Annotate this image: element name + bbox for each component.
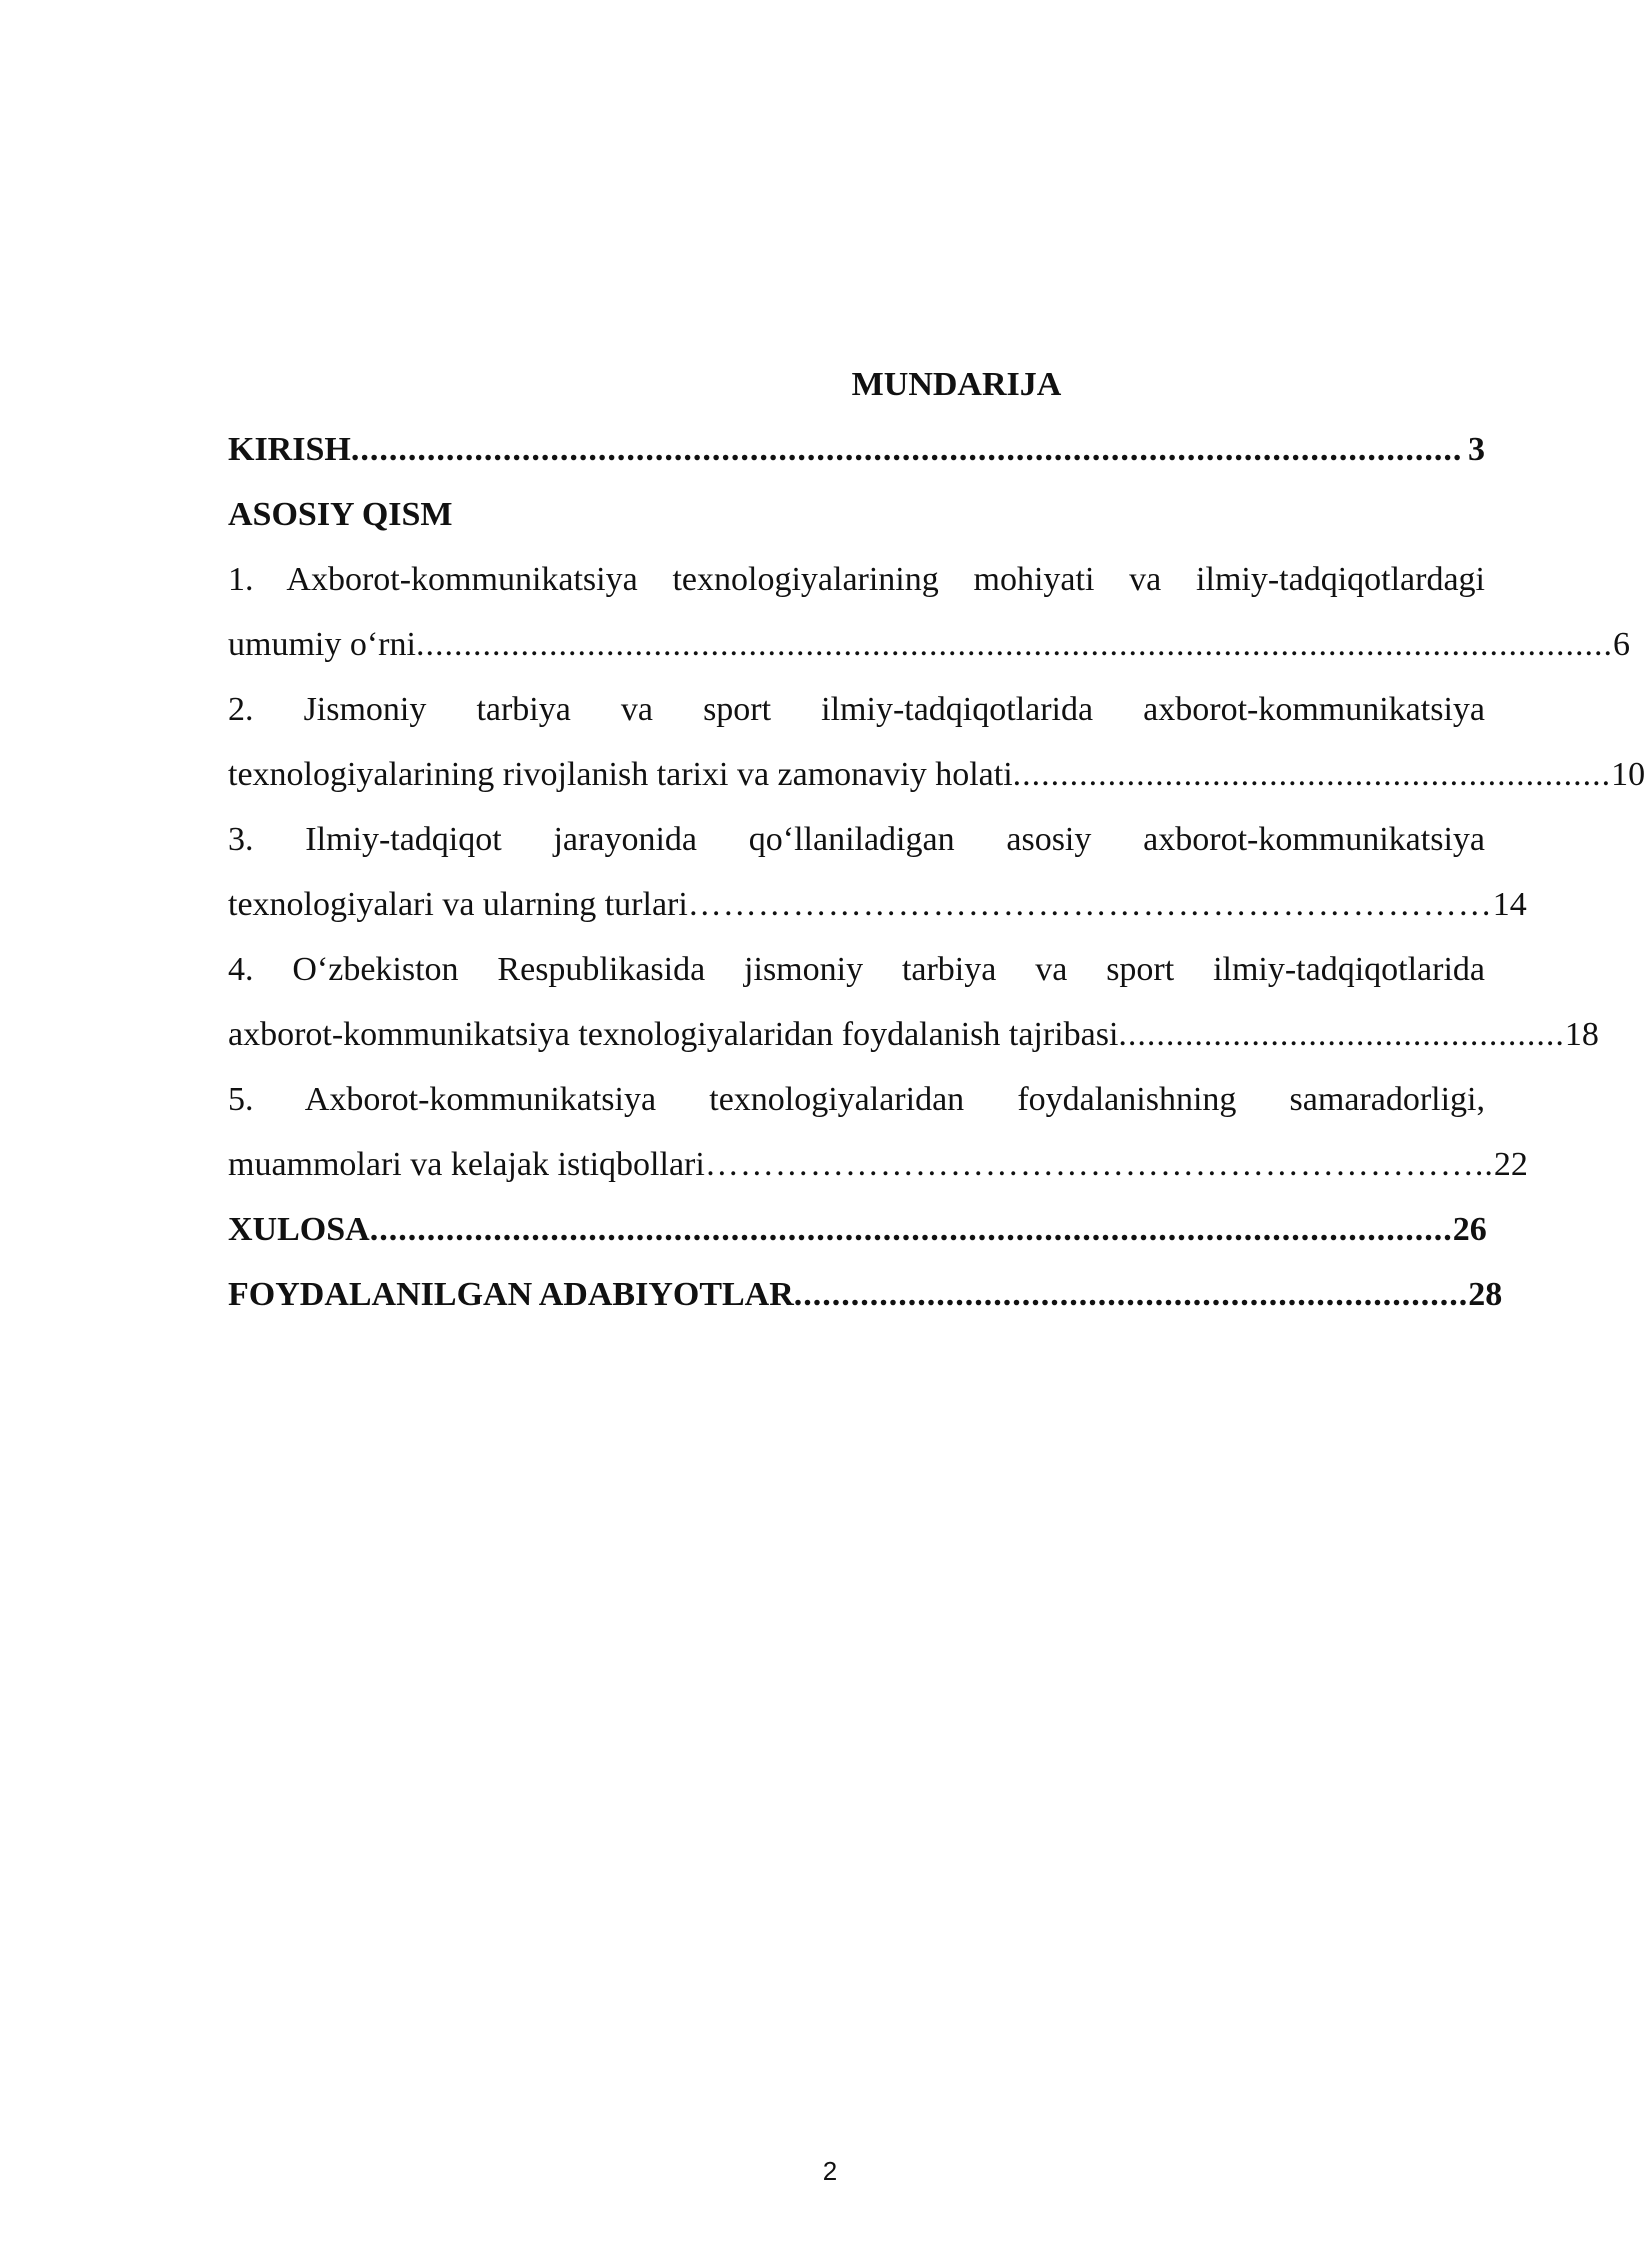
toc-entry-5-line1: 5. Axborot-kommunikatsiya texnologiyalaridan foydalanishning samaradorligi,	[228, 1081, 1485, 1118]
toc-entry-4-line2	[228, 1002, 1599, 1067]
toc-entry-kirish	[228, 417, 1485, 482]
toc-title: MUNDARIJA	[851, 366, 1062, 403]
toc-entry-2-line2	[228, 742, 1645, 807]
toc-leader-dots: …………………………………………………………..	[704, 1146, 1494, 1183]
toc-entry-text: texnologiyalarining rivojlanish tarixi va zamonaviy holati	[228, 756, 1013, 793]
toc-page-number: 14	[1492, 886, 1527, 923]
toc-leader-dots: ..............................................................................................................................	[415, 626, 1613, 663]
toc-page-number: 10	[1611, 756, 1645, 793]
toc-entry-1-line2	[228, 612, 1630, 677]
toc-entry-4-line1: 4. O‘zbekiston Respublikasida jismoniy tarbiya va sport ilmiy-tadqiqotlarida	[228, 951, 1485, 988]
toc-entry-3-line1: 3. Ilmiy-tadqiqot jarayonida qo‘llaniladigan asosiy axborot-kommunikatsiya	[228, 821, 1485, 858]
toc-entry-1-line1: 1. Axborot-kommunikatsiya texnologiyalarining mohiyati va ilmiy-tadqiqotlardagi	[228, 561, 1485, 598]
toc-entry-3-line2	[228, 872, 1527, 937]
toc-leader-dots: ...............................................	[1118, 1016, 1565, 1053]
toc-entry-text: FOYDALANILGAN ADABIYOTLAR	[228, 1276, 794, 1313]
toc-page-number: 22	[1493, 1146, 1528, 1183]
toc-entry-text: umumiy o‘rni	[228, 626, 416, 663]
page-number: 2	[822, 2156, 838, 2186]
toc-entry-xulosa	[228, 1197, 1485, 1262]
toc-leader-dots: .....................................................................................................................	[350, 431, 1463, 468]
toc-entry-5-line2	[228, 1132, 1528, 1197]
toc-entry-text: XULOSA	[228, 1211, 370, 1248]
toc-page-number: 18	[1564, 1016, 1599, 1053]
toc-entry-text: muammolari va kelajak istiqbollari	[228, 1146, 705, 1183]
table-of-contents	[228, 352, 1645, 1327]
toc-entry-adabiyotlar	[228, 1262, 1503, 1327]
toc-entry-text: axborot-kommunikatsiya texnologiyalaridan foydalanish tajribasi	[228, 1016, 1119, 1053]
toc-section-heading: ASOSIY QISM	[228, 496, 453, 533]
toc-page-number: 28	[1468, 1276, 1503, 1313]
toc-leader-dots: ..................................................................................................................	[369, 1211, 1453, 1248]
toc-leader-dots: .......................................................................	[793, 1276, 1469, 1313]
toc-leader-dots: ……………………………………………………………	[687, 886, 1493, 923]
toc-page-number: 26	[1452, 1211, 1487, 1248]
toc-entry-2-line1: 2. Jismoniy tarbiya va sport ilmiy-tadqiqotlarida axborot-kommunikatsiya	[228, 691, 1485, 728]
toc-page-number: 6	[1612, 626, 1630, 663]
toc-leader-dots: ...............................................................	[1012, 756, 1612, 793]
toc-entry-text: texnologiyalari va ularning turlari	[228, 886, 688, 923]
toc-page-number: 3	[1468, 431, 1485, 468]
toc-entry-text: KIRISH	[228, 431, 351, 468]
